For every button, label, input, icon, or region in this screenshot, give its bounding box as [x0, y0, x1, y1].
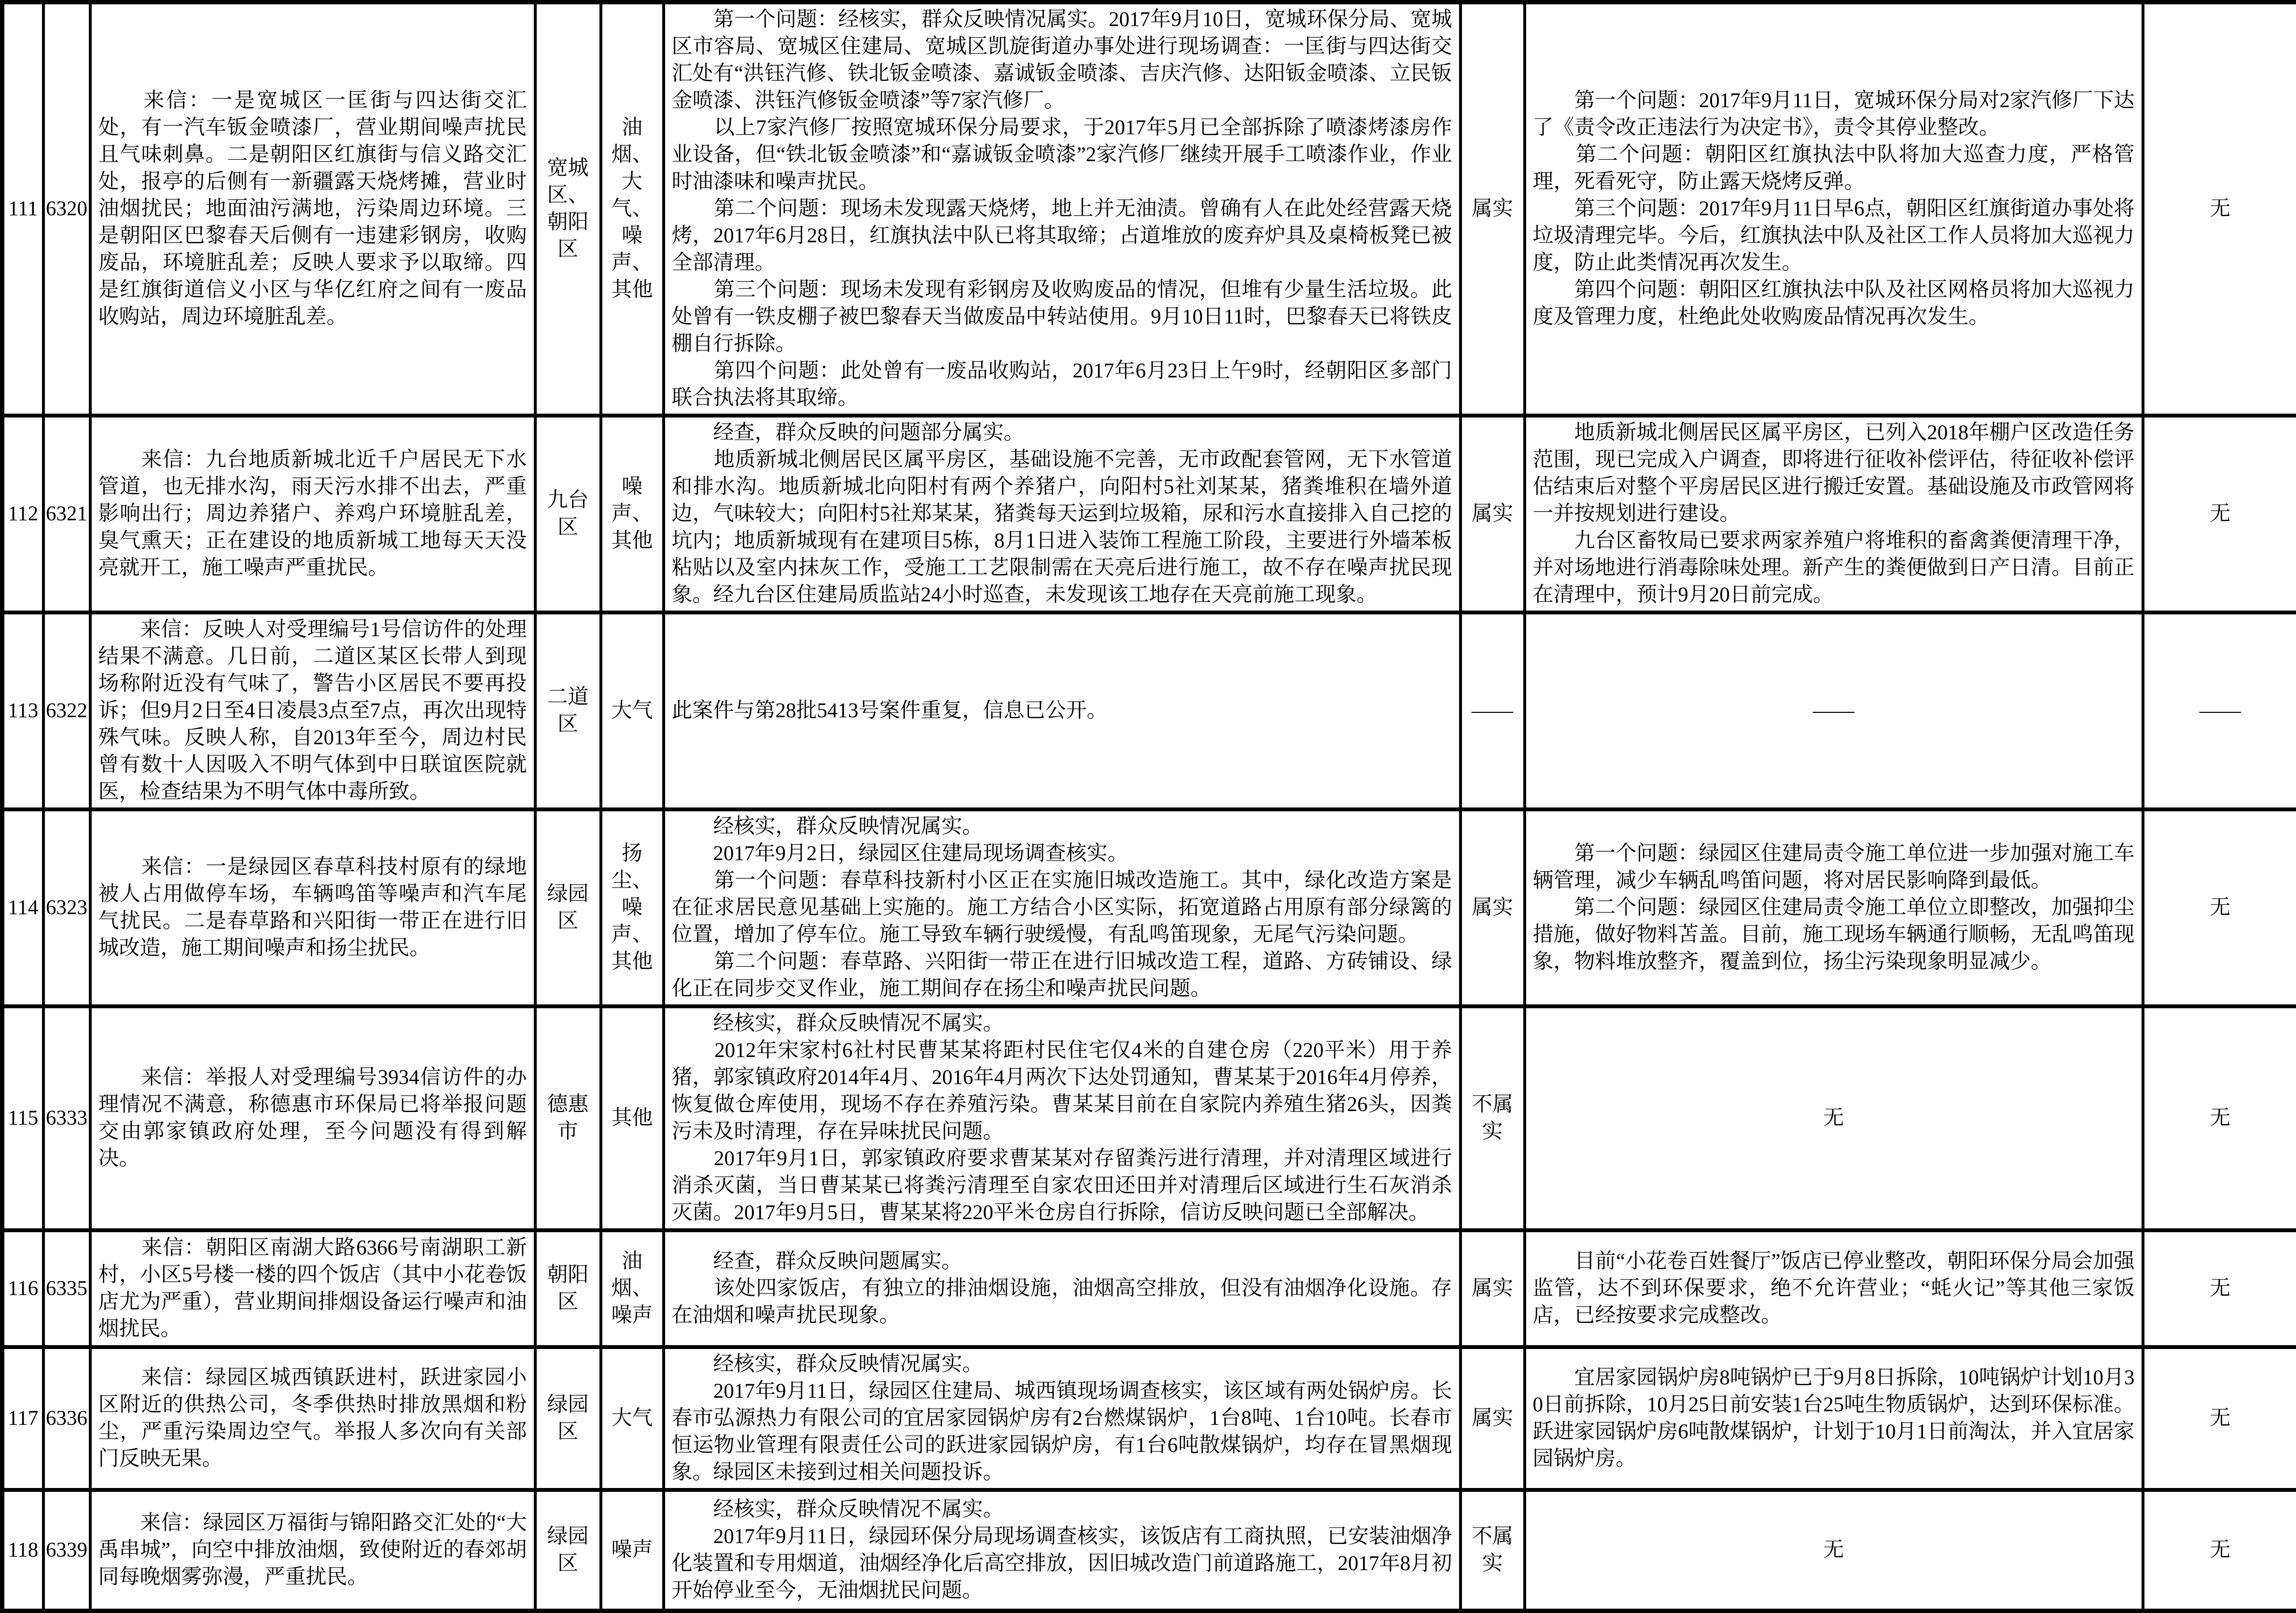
- handling-cell: [1525, 416, 2143, 612]
- seq-cell: 112: [2, 416, 43, 612]
- table-row: [2, 809, 2296, 1006]
- handling-cell: [1525, 1490, 2143, 1611]
- handling-cell-paragraph: 地质新城北侧居民区属平房区，已列入2018年棚户区改造任务范围，现已完成入户调查，即将进行征收补偿评估，待征收补偿评估结束后对整个平房居民区进行搬迁安置。基础设施及市政管网将一并按规划进行建设。: [1533, 419, 2135, 528]
- handling-cell: [1525, 1006, 2143, 1230]
- table-row: [2, 1347, 2296, 1490]
- investigation-cell-paragraph: 第二个问题：现场未发现露天烧烤，地上并无油渍。曾确有人在此处经营露天烧烤，2017年6月28日，红旗执法中队已将其取缔；占道堆放的废弃炉具及桌椅板凳已被全部清理。: [672, 195, 1452, 277]
- complaint-cell-paragraph: 来信：一是宽城区一匡街与四达街交汇处，有一汽车钣金喷漆厂，营业期间噪声扰民且气味刺鼻。二是朝阳区红旗街与信义路交汇处，报亭的后侧有一新疆露天烧烤摊，营业时油烟扰民；地面油污满地，污染周边环境。三是朝阳区巴黎春天后侧有一违建彩钢房，收购废品，环境脏乱差；反映人要求予以取缔。四是红旗街道信义小区与华亿红府之间有一废品收购站，周边环境脏乱差。: [98, 87, 527, 331]
- case-number-cell: 6336: [43, 1347, 90, 1490]
- complaint-cell-paragraph: 来信：反映人对受理编号1号信访件的处理结果不满意。几日前，二道区某区长带人到现场称附近没有气味了，警告小区居民不要再投诉；但9月2日至4日凌晨3点至7点，再次出现特殊气味。反映人称，自2013年至今，周边村民曾有数十人因吸入不明气体到中日联谊医院就医，检查结果为不明气体中毒所致。: [98, 616, 527, 806]
- investigation-cell-paragraph: 经核实，群众反映情况属实。: [672, 813, 1452, 840]
- complaint-cell-paragraph: 来信：举报人对受理编号3934信访件的办理情况不满意，称德惠市环保局已将举报问题交由郭家镇政府处理，至今问题没有得到解决。: [98, 1064, 527, 1172]
- investigation-cell: [664, 1490, 1461, 1611]
- seq-cell: 118: [2, 1490, 43, 1611]
- seq-cell: 116: [2, 1230, 43, 1347]
- region-cell: 二道区: [535, 612, 601, 809]
- investigation-cell-paragraph: 2012年宋家村6社村民曹某某将距村民住宅仅4米的自建仓房（220平米）用于养猪，郭家镇政府2014年4月、2016年4月两次下达处罚通知，曹某某于2016年4月停养，恢复做仓库使用，现场不存在养殖污染。曹某某目前在自家院内养殖生猪26头，因粪污未及时清理，存在异味扰民问题。: [672, 1037, 1452, 1145]
- region-cell: 德惠市: [535, 1006, 601, 1230]
- region-cell: 绿园区: [535, 1490, 601, 1611]
- investigation-cell-paragraph: 经核实，群众反映情况不属实。: [672, 1496, 1452, 1523]
- complaint-cell: [90, 2, 535, 416]
- handling-cell-paragraph: 目前“小花卷百姓餐厅”饭店已停业整改，朝阳环保分局会加强监管，达不到环保要求，绝不允许营业；“蚝火记”等其他三家饭店，已经按要求完成整改。: [1533, 1248, 2135, 1329]
- handling-cell-paragraph: 第四个问题：朝阳区红旗执法中队及社区网格员将加大巡视力度及管理力度，杜绝此处收购废品情况再次发生。: [1533, 277, 2135, 331]
- case-number-cell: 6320: [43, 2, 90, 416]
- investigation-cell-paragraph: 经核实，群众反映情况不属实。: [672, 1010, 1452, 1037]
- investigation-cell: [664, 1006, 1461, 1230]
- remark-cell: 无: [2143, 809, 2296, 1006]
- investigation-cell: [664, 612, 1461, 809]
- remark-cell: 无: [2143, 1006, 2296, 1230]
- handling-cell-paragraph: 宜居家园锅炉房8吨锅炉已于9月8日拆除，10吨锅炉计划10月30日前拆除，10月25日前安装1台25吨生物质锅炉，达到环保标准。跃进家园锅炉房6吨散煤锅炉，计划于10月1日前淘汰，并入宜居家园锅炉房。: [1533, 1364, 2135, 1473]
- case-number-cell: 6323: [43, 809, 90, 1006]
- investigation-cell-paragraph: 2017年9月2日，绿园区住建局现场调查核实。: [672, 840, 1452, 867]
- case-number-cell: 6335: [43, 1230, 90, 1347]
- complaint-cell: [90, 1230, 535, 1347]
- handling-cell: [1525, 1347, 2143, 1490]
- seq-cell: 111: [2, 2, 43, 416]
- complaint-cell: [90, 612, 535, 809]
- table-row: [2, 416, 2296, 612]
- seq-cell: 117: [2, 1347, 43, 1490]
- handling-cell: [1525, 612, 2143, 809]
- region-cell: 绿园区: [535, 1347, 601, 1490]
- handling-cell-paragraph: 第二个问题：绿园区住建局责令施工单位立即整改，加强抑尘措施，做好物料苫盖。目前，施工现场车辆通行顺畅，无乱鸣笛现象，物料堆放整齐，覆盖到位，扬尘污染现象明显减少。: [1533, 894, 2135, 975]
- seq-cell: 113: [2, 612, 43, 809]
- complaint-cell-paragraph: 来信：朝阳区南湖大路6366号南湖职工新村，小区5号楼一楼的四个饭店（其中小花卷饭店尤为严重），营业期间排烟设备运行噪声和油烟扰民。: [98, 1235, 527, 1343]
- handling-cell-paragraph: 第一个问题：绿园区住建局责令施工单位进一步加强对施工车辆管理，减少车辆乱鸣笛问题，将对居民影响降到最低。: [1533, 840, 2135, 894]
- pollution-type-cell: 大气: [601, 612, 664, 809]
- investigation-cell-paragraph: 第一个问题：春草科技新村小区正在实施旧城改造施工。其中，绿化改造方案是在征求居民意见基础上实施的。施工方结合小区实际，拓宽道路占用原有部分绿篱的位置，增加了停车位。施工导致车辆行驶缓慢，有乱鸣笛现象，无尾气污染问题。: [672, 867, 1452, 948]
- complaint-cell-paragraph: 来信：一是绿园区春草科技村原有的绿地被人占用做停车场，车辆鸣笛等噪声和汽车尾气扰民。二是春草路和兴阳街一带正在进行旧城改造，施工期间噪声和扬尘扰民。: [98, 854, 527, 962]
- investigation-cell-paragraph: 经查，群众反映问题属实。: [672, 1248, 1452, 1275]
- complaint-cell: [90, 1006, 535, 1230]
- investigation-cell-paragraph: 此案件与第28批5413号案件重复，信息已公开。: [672, 697, 1452, 724]
- region-cell: 九台区: [535, 416, 601, 612]
- investigation-cell: [664, 416, 1461, 612]
- investigation-cell-paragraph: 第一个问题：经核实，群众反映情况属实。2017年9月10日，宽城环保分局、宽城区市容局、宽城区住建局、宽城区凯旋街道办事处进行现场调查：一匡街与四达街交汇处有“洪钰汽修、铁北钣金喷漆、嘉诚钣金喷漆、吉庆汽修、达阳钣金喷漆、立民钣金喷漆、洪钰汽修钣金喷漆”等7家汽修厂。: [672, 6, 1452, 114]
- investigation-cell-paragraph: 2017年9月11日，绿园区住建局、城西镇现场调查核实，该区域有两处锅炉房。长春市弘源热力有限公司的宜居家园锅炉房有2台燃煤锅炉，1台8吨、1台10吨。长春市恒运物业管理有限责任公司的跃进家园锅炉房，有1台6吨散煤锅炉，均存在冒黑烟现象。绿园区未接到过相关问题投诉。: [672, 1378, 1452, 1486]
- complaint-cell-paragraph: 来信：九台地质新城北近千户居民无下水管道，也无排水沟，雨天污水排不出去，严重影响出行；周边养猪户、养鸡户环境脏乱差，臭气熏天；正在建设的地质新城工地每天天没亮就开工，施工噪声严重扰民。: [98, 446, 527, 582]
- pollution-type-cell: 其他: [601, 1006, 664, 1230]
- remark-cell: 无: [2143, 1230, 2296, 1347]
- pollution-type-cell: 噪声、其他: [601, 416, 664, 612]
- handling-cell: [1525, 1230, 2143, 1347]
- pollution-type-cell: 扬尘、噪声、其他: [601, 809, 664, 1006]
- pollution-type-cell: 油烟、噪声: [601, 1230, 664, 1347]
- investigation-cell-paragraph: 经查，群众反映的问题部分属实。: [672, 419, 1452, 446]
- remark-cell: ——: [2143, 612, 2296, 809]
- case-number-cell: 6339: [43, 1490, 90, 1611]
- pollution-type-cell: 大气: [601, 1347, 664, 1490]
- case-number-cell: 6333: [43, 1006, 90, 1230]
- pollution-type-cell: 噪声: [601, 1490, 664, 1611]
- complaint-cell: [90, 809, 535, 1006]
- verified-status-cell: 属实: [1461, 1347, 1525, 1490]
- investigation-cell-paragraph: 该处四家饭店，有独立的排油烟设施，油烟高空排放，但没有油烟净化设施。存在油烟和噪声扰民现象。: [672, 1275, 1452, 1329]
- investigation-cell-paragraph: 2017年9月1日，郭家镇政府要求曹某某对存留粪污进行清理，并对清理区域进行消杀灭菌，当日曹某某已将粪污清理至自家农田还田并对清理后区域进行生石灰消杀灭菌。2017年9月5日，曹某某将220平米仓房自行拆除，信访反映问题已全部解决。: [672, 1145, 1452, 1226]
- investigation-cell-paragraph: 第三个问题：现场未发现有彩钢房及收购废品的情况，但堆有少量生活垃圾。此处曾有一铁皮棚子被巴黎春天当做废品中转站使用。9月10日11时，巴黎春天已将铁皮棚自行拆除。: [672, 277, 1452, 358]
- investigation-cell: [664, 1230, 1461, 1347]
- case-number-cell: 6321: [43, 416, 90, 612]
- verified-status-cell: ——: [1461, 612, 1525, 809]
- pollution-type-cell: 油烟、大气、噪声、其他: [601, 2, 664, 416]
- handling-cell-paragraph: 无: [1533, 1537, 2135, 1564]
- remark-cell: 无: [2143, 1490, 2296, 1611]
- complaint-cell: [90, 416, 535, 612]
- verified-status-cell: 属实: [1461, 809, 1525, 1006]
- region-cell: 绿园区: [535, 809, 601, 1006]
- table-row: [2, 1230, 2296, 1347]
- investigation-cell-paragraph: 地质新城北侧居民区属平房区，基础设施不完善，无市政配套管网，无下水管道和排水沟。地质新城北向阳村有两个养猪户，向阳村5社刘某某，猪粪堆积在墙外道边，气味较大；向阳村5社郑某某，猪粪每天运到垃圾箱，尿和污水直接排入自己挖的坑内；地质新城现有在建项目5栋，8月1日进入装饰工程施工阶段，主要进行外墙苯板粘贴以及室内抹灰工作，受施工工艺限制需在天亮后进行施工，故不存在噪声扰民现象。经九台区住建局质监站24小时巡查，未发现该工地存在天亮前施工现象。: [672, 446, 1452, 609]
- table-body: [2, 2, 2296, 1611]
- handling-cell-paragraph: 九台区畜牧局已要求两家养殖户将堆积的畜禽粪便清理干净，并对场地进行消毒除味处理。新产生的粪便做到日产日清。目前正在清理中，预计9月20日前完成。: [1533, 528, 2135, 609]
- investigation-cell-paragraph: 第四个问题：此处曾有一废品收购站，2017年6月23日上午9时，经朝阳区多部门联合执法将其取缔。: [672, 358, 1452, 412]
- handling-cell-paragraph: ——: [1533, 697, 2135, 724]
- handling-cell-paragraph: 第一个问题：2017年9月11日，宽城环保分局对2家汽修厂下达了《责令改正违法行为决定书》，责令其停业整改。: [1533, 87, 2135, 141]
- remark-cell: 无: [2143, 416, 2296, 612]
- handling-cell: [1525, 809, 2143, 1006]
- investigation-cell: [664, 1347, 1461, 1490]
- investigation-cell: [664, 2, 1461, 416]
- verified-status-cell: 属实: [1461, 2, 1525, 416]
- complaint-cell-paragraph: 来信：绿园区万福街与锦阳路交汇处的“大禹串城”，向空中排放油烟，致使附近的春郊胡同每晚烟雾弥漫，严重扰民。: [98, 1510, 527, 1591]
- investigation-cell-paragraph: 以上7家汽修厂按照宽城环保分局要求，于2017年5月已全部拆除了喷漆烤漆房作业设备，但“铁北钣金喷漆”和“嘉诚钣金喷漆”2家汽修厂继续开展手工喷漆作业，作业时油漆味和噪声扰民。: [672, 114, 1452, 195]
- verified-status-cell: 不属实: [1461, 1006, 1525, 1230]
- table-row: [2, 1490, 2296, 1611]
- region-cell: 宽城区、朝阳区: [535, 2, 601, 416]
- investigation-cell-paragraph: 经核实，群众反映情况属实。: [672, 1351, 1452, 1378]
- table-row: [2, 612, 2296, 809]
- handling-cell: [1525, 2, 2143, 416]
- complaint-cell: [90, 1490, 535, 1611]
- region-cell: 朝阳区: [535, 1230, 601, 1347]
- remark-cell: 无: [2143, 2, 2296, 416]
- investigation-cell-paragraph: 第二个问题：春草路、兴阳街一带正在进行旧城改造工程，道路、方砖铺设、绿化正在同步交叉作业，施工期间存在扬尘和噪声扰民问题。: [672, 948, 1452, 1002]
- handling-cell-paragraph: 无: [1533, 1105, 2135, 1132]
- verified-status-cell: 属实: [1461, 416, 1525, 612]
- complaint-cell-paragraph: 来信：绿园区城西镇跃进村，跃进家园小区附近的供热公司，冬季供热时排放黑烟和粉尘，严重污染周边空气。举报人多次向有关部门反映无果。: [98, 1364, 527, 1473]
- handling-cell-paragraph: 第二个问题：朝阳区红旗执法中队将加大巡查力度，严格管理，死看死守，防止露天烧烤反弹。: [1533, 141, 2135, 195]
- verified-status-cell: 属实: [1461, 1230, 1525, 1347]
- seq-cell: 115: [2, 1006, 43, 1230]
- case-number-cell: 6322: [43, 612, 90, 809]
- seq-cell: 114: [2, 809, 43, 1006]
- investigation-cell-paragraph: 2017年9月11日，绿园环保分局现场调查核实，该饭店有工商执照，已安装油烟净化装置和专用烟道，油烟经净化后高空排放，因旧城改造门前道路施工，2017年8月初开始停业至今，无油烟扰民问题。: [672, 1523, 1452, 1604]
- verified-status-cell: 不属实: [1461, 1490, 1525, 1611]
- remark-cell: 无: [2143, 1347, 2296, 1490]
- complaint-cell: [90, 1347, 535, 1490]
- investigation-cell: [664, 809, 1461, 1006]
- table-row: [2, 2, 2296, 416]
- table-row: [2, 1006, 2296, 1230]
- handling-cell-paragraph: 第三个问题：2017年9月11日早6点，朝阳区红旗街道办事处将垃圾清理完毕。今后，红旗执法中队及社区工作人员将加大巡视力度，防止此类情况再次发生。: [1533, 195, 2135, 277]
